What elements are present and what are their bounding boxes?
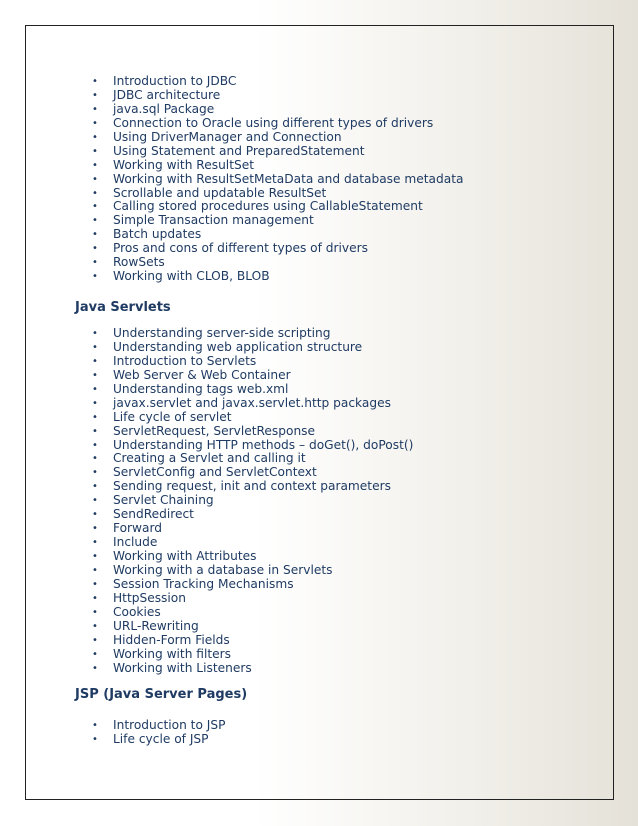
list-item-text: java.sql Package [113, 101, 215, 116]
list-item-text: Understanding web application structure [113, 339, 363, 354]
list-item [0, 214, 638, 228]
bullet-icon: • [92, 634, 98, 646]
list-item-text: ServletConfig and ServletContext [113, 465, 317, 480]
list-item [0, 719, 638, 733]
bullet-icon: • [92, 495, 98, 507]
list-item [0, 341, 638, 355]
bullet-icon: • [92, 173, 98, 185]
bullet-icon: • [92, 453, 98, 465]
list-item [0, 327, 638, 341]
bullet-icon: • [92, 341, 98, 353]
bullet-icon: • [92, 257, 98, 269]
list-item [0, 606, 638, 620]
list-item [0, 355, 638, 369]
bullet-icon: • [92, 271, 98, 283]
jdbc-topic-list [0, 75, 638, 284]
bullet-icon: • [92, 397, 98, 409]
bullet-icon: • [92, 733, 98, 745]
list-item-text: javax.servlet and javax.servlet.http packages [113, 395, 391, 410]
list-item [0, 173, 638, 187]
list-item [0, 733, 638, 747]
list-item [0, 256, 638, 270]
list-item-text: Cookies [113, 604, 161, 619]
bullet-icon: • [92, 355, 98, 367]
list-item [0, 522, 638, 536]
list-item [0, 480, 638, 494]
list-item-text: Understanding tags web.xml [113, 381, 289, 396]
list-item-text: Working with Attributes [113, 549, 257, 563]
bullet-icon: • [92, 648, 98, 660]
bullet-icon: • [92, 620, 98, 632]
bullet-icon: • [92, 89, 98, 101]
bullet-icon: • [92, 117, 98, 129]
bullet-icon: • [92, 564, 98, 576]
jsp-topic-list [0, 719, 638, 747]
list-item-text: Include [113, 535, 158, 550]
list-item-text: Calling stored procedures using CallableStatement [113, 199, 423, 214]
list-item-text: Pros and cons of different types of drivers [113, 241, 368, 256]
list-item-text: Understanding server-side scripting [113, 326, 331, 340]
list-item-text: Working with ResultSet [113, 157, 254, 172]
list-item-text: HttpSession [113, 590, 186, 605]
list-item [0, 634, 638, 648]
list-item-text: Using Statement and PreparedStatement [113, 143, 365, 158]
list-item-text: Simple Transaction management [113, 213, 314, 228]
list-item-text: Working with ResultSetMetaData and database metadata [113, 171, 464, 186]
bullet-icon: • [92, 592, 98, 604]
list-item [0, 228, 638, 242]
list-item-text: Batch updates [113, 227, 202, 242]
bullet-icon: • [92, 383, 98, 395]
bullet-icon: • [92, 103, 98, 115]
list-item-text: SendRedirect [113, 507, 194, 522]
list-item [0, 397, 638, 411]
list-item [0, 159, 638, 173]
list-item-text: Introduction to Servlets [113, 353, 257, 368]
list-item-text: Forward [113, 521, 163, 536]
list-item-text: Web Server & Web Container [113, 367, 291, 382]
bullet-icon: • [92, 131, 98, 143]
list-item-text: ServletRequest, ServletResponse [113, 423, 316, 438]
bullet-icon: • [92, 662, 98, 674]
list-item [0, 550, 638, 564]
list-item [0, 242, 638, 256]
bullet-icon: • [92, 606, 98, 618]
list-item-text: Understanding HTTP methods – doGet(), doPost() [113, 437, 414, 452]
list-item-text: Session Tracking Mechanisms [113, 576, 294, 591]
bullet-icon: • [92, 537, 98, 549]
bullet-icon: • [92, 481, 98, 493]
list-item [0, 466, 638, 480]
bullet-icon: • [92, 243, 98, 255]
servlets-topic-list [0, 327, 638, 675]
list-item [0, 592, 638, 606]
list-item [0, 452, 638, 466]
list-item-text: Life cycle of servlet [113, 409, 232, 424]
list-item-text: Connection to Oracle using different types of drivers [113, 115, 434, 130]
list-item [0, 411, 638, 425]
bullet-icon: • [92, 523, 98, 535]
bullet-icon: • [92, 187, 98, 199]
list-item-text: Working with filters [113, 646, 232, 661]
list-item-text: Using DriverManager and Connection [113, 129, 342, 144]
list-item-text: Creating a Servlet and calling it [113, 451, 306, 466]
bullet-icon: • [92, 411, 98, 423]
bullet-icon: • [92, 145, 98, 157]
list-item [0, 494, 638, 508]
list-item [0, 425, 638, 439]
list-item-text: Life cycle of JSP [113, 731, 209, 746]
list-item-text: Servlet Chaining [113, 493, 214, 508]
bullet-icon: • [92, 509, 98, 521]
bullet-icon: • [92, 369, 98, 381]
bullet-icon: • [92, 76, 98, 87]
list-item-text: Sending request, init and context parameters [113, 479, 391, 494]
bullet-icon: • [92, 215, 98, 227]
bullet-icon: • [92, 551, 98, 562]
list-item [0, 439, 638, 453]
list-item [0, 145, 638, 159]
list-item-text: Hidden-Form Fields [113, 632, 230, 647]
section-heading-jsp: JSP (Java Server Pages) [75, 687, 248, 702]
list-item [0, 648, 638, 662]
list-item [0, 187, 638, 201]
list-item [0, 103, 638, 117]
list-item [0, 369, 638, 383]
bullet-icon: • [92, 578, 98, 590]
bullet-icon: • [92, 229, 98, 241]
section-heading-java-servlets: Java Servlets [75, 300, 171, 315]
list-item [0, 564, 638, 578]
bullet-icon: • [92, 159, 98, 171]
list-item [0, 536, 638, 550]
list-item [0, 75, 638, 89]
bullet-icon: • [92, 467, 98, 479]
list-item-text: Introduction to JSP [113, 718, 226, 732]
list-item [0, 508, 638, 522]
list-item-text: Working with CLOB, BLOB [113, 269, 270, 284]
list-item-text: JDBC architecture [113, 87, 221, 102]
list-item-text: RowSets [113, 255, 165, 270]
list-item-text: Working with a database in Servlets [113, 562, 333, 577]
list-item [0, 662, 638, 676]
list-item-text: Working with Listeners [113, 660, 252, 675]
list-item [0, 131, 638, 145]
list-item [0, 383, 638, 397]
list-item [0, 620, 638, 634]
list-item [0, 270, 638, 284]
list-item-text: Scrollable and updatable ResultSet [113, 185, 327, 200]
list-item [0, 578, 638, 592]
bullet-icon: • [92, 425, 98, 437]
list-item-text: Introduction to JDBC [113, 74, 237, 88]
bullet-icon: • [92, 439, 98, 451]
list-item [0, 200, 638, 214]
list-item-text: URL-Rewriting [113, 618, 199, 633]
bullet-icon: • [92, 201, 98, 213]
bullet-icon: • [92, 720, 98, 731]
bullet-icon: • [92, 328, 98, 339]
list-item [0, 117, 638, 131]
list-item [0, 89, 638, 103]
